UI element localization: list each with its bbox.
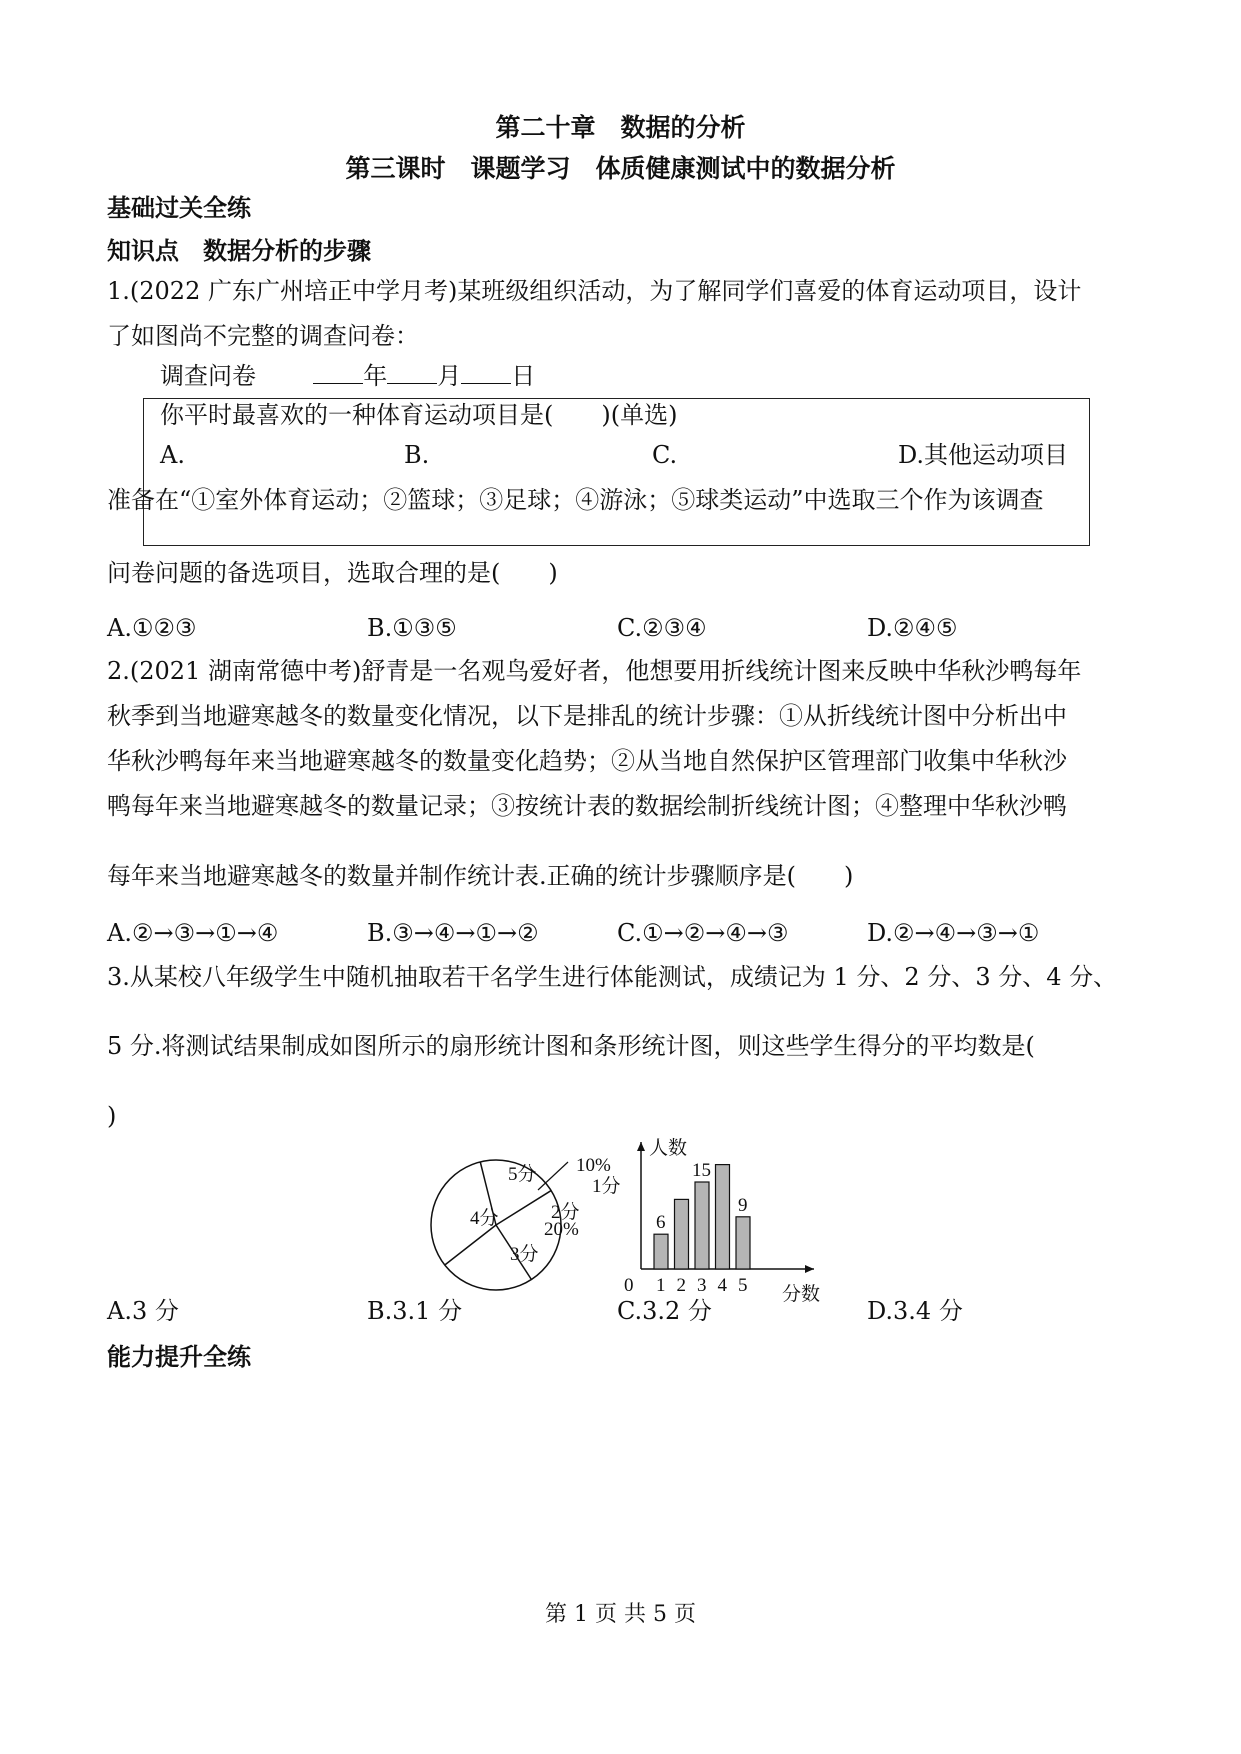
- lesson-title: 第三课时 课题学习 体质健康测试中的数据分析: [345, 154, 896, 183]
- pie-radius-1-2: [496, 1191, 551, 1225]
- q1-stem-line1: 1.(2022 广东广州培正中学月考)某班级组织活动，为了解同学们喜爱的体育运动项目，设计: [107, 277, 1082, 305]
- bar-2: [675, 1199, 689, 1269]
- x-tick-3: 3: [697, 1275, 707, 1296]
- survey-title: 调查问卷: [160, 362, 256, 390]
- survey-option-d: D.其他运动项目: [898, 441, 1069, 469]
- origin-label: 0: [624, 1275, 634, 1296]
- q1-stem-line3: 准备在“①室外体育运动；②篮球；③足球；④游泳；⑤球类运动”中选取三个作为该调查: [107, 486, 1044, 514]
- x-axis-label: 分数: [782, 1284, 821, 1305]
- bar-1: [654, 1234, 668, 1269]
- bar-3: [695, 1182, 709, 1269]
- survey-year: 年: [363, 362, 388, 390]
- q3-stem-line2: 5 分.将测试结果制成如图所示的扇形统计图和条形统计图，则这些学生得分的平均数是(: [107, 1032, 1035, 1060]
- survey-option-a: A.: [160, 441, 185, 469]
- q3-stem-line1: 3.从某校八年级学生中随机抽取若干名学生进行体能测试，成绩记为 1 分、2 分、3 分、4 分、: [107, 963, 1118, 991]
- q2-option-a: A.②→③→①→④: [107, 919, 279, 947]
- q2-stem-line3: 华秋沙鸭每年来当地避寒越冬的数量变化趋势；②从当地自然保护区管理部门收集中华秋沙: [107, 747, 1067, 775]
- day-blank: [461, 363, 511, 384]
- q1-stem-line2: 了如图尚不完整的调查问卷：: [107, 322, 419, 350]
- y-axis-arrow: [637, 1142, 645, 1151]
- month-blank: [387, 363, 437, 384]
- x-tick-2: 2: [676, 1275, 686, 1296]
- x-axis-arrow: [805, 1265, 814, 1273]
- pie-label-4: 4分: [470, 1208, 499, 1229]
- y-axis-label: 人数: [649, 1138, 688, 1159]
- pie-label-5: 5分: [508, 1164, 537, 1185]
- survey-day: 日: [511, 362, 536, 390]
- x-tick-5: 5: [738, 1275, 748, 1296]
- pie-label-3: 3分: [510, 1244, 539, 1265]
- survey-title-row: [160, 361, 535, 391]
- q3-option-b: B.3.1 分: [367, 1297, 463, 1325]
- pie-chart: [420, 1150, 621, 1300]
- survey-option-b: B.: [404, 441, 430, 469]
- survey-month: 月: [437, 362, 462, 390]
- pie-label-2: 2分: [551, 1202, 580, 1223]
- q1-option-b: B.①③⑤: [367, 614, 457, 642]
- q2-option-c: C.①→②→④→③: [617, 919, 789, 947]
- x-tick-1: 1: [656, 1275, 666, 1296]
- q1-option-c: C.②③④: [617, 614, 707, 642]
- pie-label-20pct: 20%: [544, 1219, 579, 1240]
- section-ability: 能力提升全练: [107, 1342, 251, 1371]
- pie-radius-3-4: [445, 1225, 496, 1265]
- q3-option-a: A.3 分: [107, 1297, 179, 1325]
- q2-stem-line2: 秋季到当地避寒越冬的数量变化情况，以下是排乱的统计步骤：①从折线统计图中分析出中: [107, 702, 1067, 730]
- q2-stem-line4: 鸭每年来当地避寒越冬的数量记录；③按统计表的数据绘制折线统计图；④整理中华秋沙鸭: [107, 792, 1067, 820]
- knowledge-point-heading: 知识点 数据分析的步骤: [107, 236, 371, 265]
- bar-4: [716, 1165, 730, 1269]
- q2-stem-line1: 2.(2021 湖南常德中考)舒青是一名观鸟爱好者，他想要用折线统计图来反映中华秋沙鸭每年: [107, 657, 1082, 685]
- chapter-title: 第二十章 数据的分析: [495, 113, 746, 142]
- q1-option-d: D.②④⑤: [867, 614, 958, 642]
- q2-option-d: D.②→④→③→①: [867, 919, 1040, 947]
- q1-option-a: A.①②③: [107, 614, 197, 642]
- q3-option-c: C.3.2 分: [617, 1297, 712, 1325]
- pie-leader-line: [538, 1162, 568, 1190]
- bar-5: [736, 1217, 750, 1269]
- bar-value-label-1: 6: [656, 1212, 666, 1234]
- x-tick-4: 4: [717, 1275, 727, 1296]
- bar-chart: [606, 1132, 826, 1307]
- survey-option-c: C.: [652, 441, 678, 469]
- q1-stem-line4: 问卷问题的备选项目，选取合理的是( ): [107, 559, 558, 587]
- survey-question: 你平时最喜欢的一种体育运动项目是( )(单选): [160, 401, 678, 429]
- pie-label-10pct: 10%: [576, 1155, 611, 1176]
- q2-option-b: B.③→④→①→②: [367, 919, 539, 947]
- bar-value-label-5: 9: [738, 1194, 748, 1216]
- year-blank: [313, 363, 363, 384]
- q2-stem-line5: 每年来当地避寒越冬的数量并制作统计表.正确的统计步骤顺序是( ): [107, 862, 854, 890]
- page-footer: 第 1 页 共 5 页: [545, 1602, 696, 1627]
- bar-value-label-3: 15: [692, 1160, 711, 1181]
- q3-stem-line3: ): [107, 1102, 117, 1130]
- q3-option-d: D.3.4 分: [867, 1297, 963, 1325]
- pie-label-1: 1分: [592, 1176, 621, 1197]
- section-basic: 基础过关全练: [107, 193, 251, 222]
